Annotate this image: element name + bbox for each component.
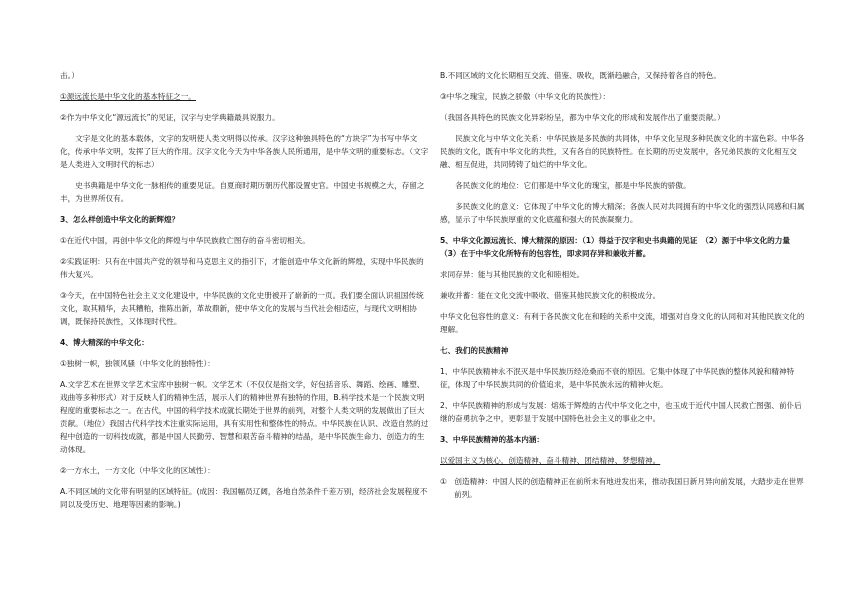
paragraph-absorb: 兼收并蓄：能在文化交流中吸收、借鉴其他民族文化的积极成分。: [440, 291, 661, 300]
heading-7: 七、我们的民族精神: [440, 346, 509, 355]
paragraph-regional-b: B.不同区域的文化长期相互交流、借鉴、吸收，既渐趋融合，又保持着各自的特色。: [440, 71, 721, 80]
heading-4: 4、博大精深的中华文化：: [60, 338, 149, 347]
item-2: ②实践证明：只有在中国共产党的领导和马克思主义的指引下，才能创造中华文化新的辉煌，实现中华民族的伟大复兴。: [60, 257, 424, 279]
item-3: ③今天，在中国特色社会主义文化建设中，中华民族的文化史册被开了崭新的一页。我们要全面认识祖国传统文化，取其精华，去其糟粕，推陈出新，革故鼎新，使中华文化的发展与当代社会相适应，与现代文明相协调，既保持民族性，又体现时代性。: [60, 291, 424, 326]
paragraph-spirit-2: 2、中华民族精神的形成与发展：熔炼于辉煌的古代中华文化之中，也玉成于近代中国人民救亡图强、前仆后继的奋勇抗争之中，更彰显于发展中国特色社会主义的事业之中。: [440, 401, 802, 423]
item-1: ①在近代中国，再创中华文化的辉煌与中华民族救亡图存的奋斗密切相关。: [60, 236, 310, 245]
left-column: [60, 69, 430, 519]
heading-3b: 3、中华民族精神的基本内涵：: [440, 435, 545, 444]
paragraph-core: 以爱国主义为核心，创造精神、奋斗精神、团结精神、梦想精神。: [440, 456, 661, 465]
heading-5: 5、中华文化源远流长、博大精深的原因：（1）得益于汉字和史书典籍的见证 （2）源于中华文化的力量 （3）在于中华文化所特有的包容性，即求同存异和兼收并蓄。: [440, 236, 806, 258]
paragraph-ethnic-status: 各民族文化的地位：它们都是中华文化的瑰宝，都是中华民族的骄傲。: [455, 181, 691, 190]
paragraph-inclusiveness: 中华文化包容性的意义：有利于各民族文化在和睦的关系中交流，增强对自身文化的认同和对其他民族文化的理解。: [440, 312, 805, 334]
paragraph-regional-a: A.不同区域的文化带有明显的区域特征。(成因：我国幅员辽阔，各地自然条件千差万别，经济社会发展程度不同以及受历史、地理等因素的影响。): [60, 487, 428, 509]
point-1: ①源远流长是中华文化的基本特征之一。: [60, 92, 196, 101]
paragraph-ethnic-relation: 民族文化与中华文化关系：中华民族是多民族的共同体，中华文化呈现多种民族文化的丰富色彩。中华各民族的文化，既有中华文化的共性，又有各自的民族特性。在长期的历史发展中，各兄弟民族的文化相互交融、相互促进，共同铸铸了灿烂的中华文化。: [440, 134, 805, 169]
paragraph-characters: 文字是文化的基本载体，文字的发明使人类文明得以传承。汉字这种独具特色的“方块字”为书写中华文化，传承中华文明，发挥了巨大的作用。汉字文化今天为中华各族人民所通用，是中华文明的重要标志。（文字是人类进入文明时代的标志）: [60, 134, 429, 169]
item-ethnic: ③中华之瑰宝，民族之骄傲（中华文化的民族性）：: [440, 92, 611, 101]
paragraph-ethnic-note: （我国各具特色的民族文化异彩纷呈，都为中华文化的形成和发展作出了重要贡献。）: [440, 113, 725, 122]
right-column: [440, 69, 805, 509]
point-2: ②作为中华文化“源远流长”的见证，汉字与史学典籍最具说服力。: [60, 113, 280, 122]
continuation-text: 击。）: [60, 71, 79, 80]
paragraph-creativity: ① 创造精神：中国人民的创造精神正在前所未有地迸发出来，推动我国日新月异向前发展，大踏步走在世界前列。: [440, 477, 804, 499]
paragraph-seek-common: 求同存异：能与其他民族的文化和睦相处。: [440, 270, 585, 279]
paragraph-ethnic-meaning: 多民族文化的意义：它体现了中华文化的博大精深；各族人民对共同拥有的中华文化的强烈认同感和归属感，显示了中华民族厚重的文化底蕴和强大的民族凝聚力。: [440, 202, 805, 224]
item-uniqueness: ①独树一帜，独领风骚（中华文化的独特性）：: [60, 359, 215, 368]
item-regional: ②一方水土，一方文化（中华文化的区域性）：: [60, 466, 215, 475]
heading-3: 3、怎么样创造中华文化的新辉煌？: [60, 215, 180, 224]
paragraph-history-books: 史书典籍是中华文化一脉相传的重要见证。自夏商时期历朝历代都设置史官。中国史书规模之大，存留之丰，为世界所仅有。: [60, 181, 425, 203]
paragraph-arts-science: A.文学艺术在世界文学艺术宝库中独树一帜。文学艺术（不仅仅是指文学，好包括音乐、舞蹈、绘画、雕塑、戏曲等多种形式）对于反映人们的精神生活，展示人们的精神世界有独特的作用，B.科学技术是一个民族文明程度的重要标志之一。在古代，中国的科学技术成就长期处于世界的前列，对整个人类文明的发展做出了巨大贡献。（地位）我国古代科学技术注重实际运用，具有实用性和整体性的特点。中华民族在认识、改造自然的过程中创造的一切科技成就，都是中国人民勤劳、智慧和艰苦奋斗精神的结晶，是中华民族生命力、创造力的生动体现。: [60, 380, 429, 454]
paragraph-spirit-1: 1、中华民族精神永不泯灭是中华民族历经沧桑而不衰的原因。它集中体现了中华民族的整体风貌和精神特征，体现了中华民族共同的价值追求，是中华民族永远的精神火炬。: [440, 367, 795, 389]
